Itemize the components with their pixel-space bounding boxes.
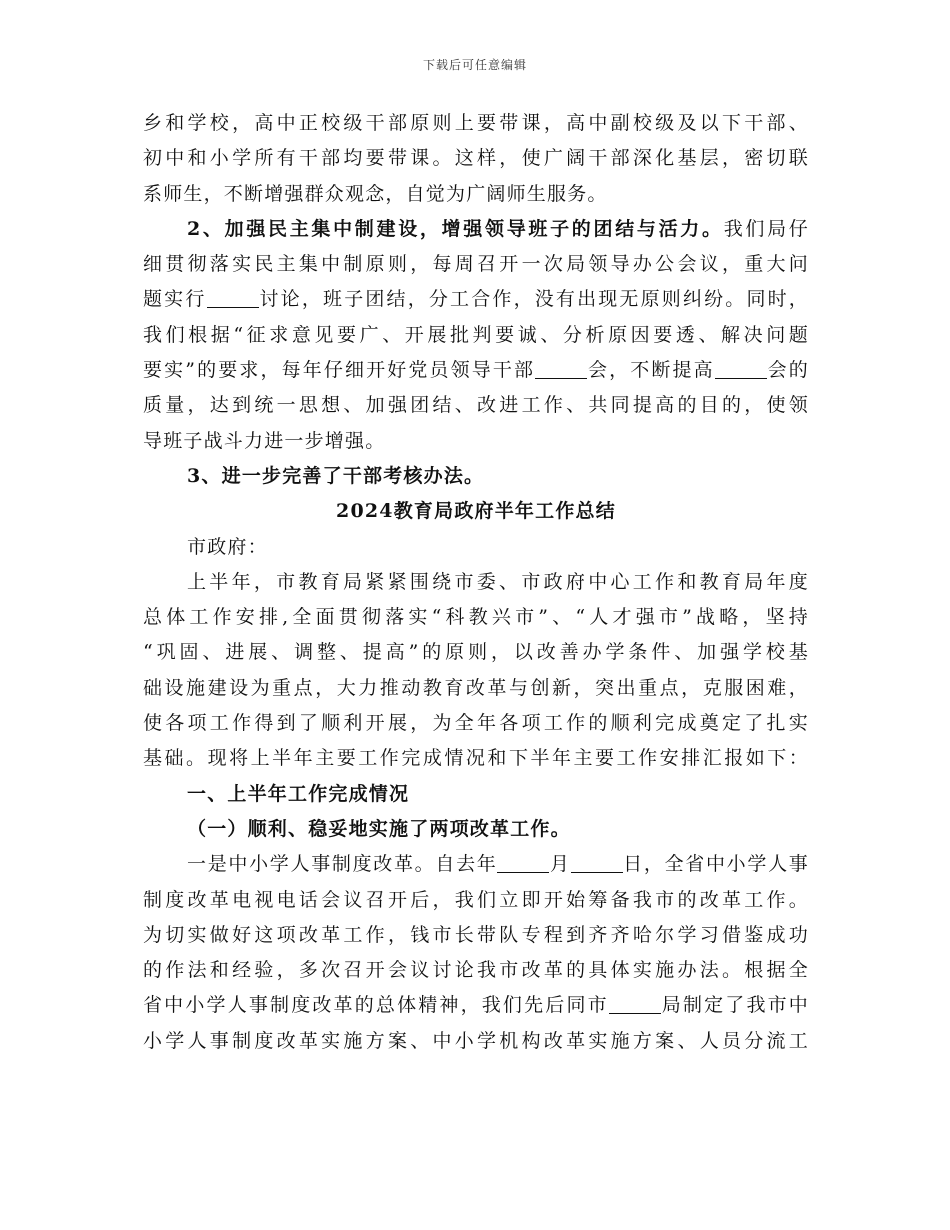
text-line: 小学人事制度改革实施方案、中小学机构改革实施方案、人员分流工 [143,1029,809,1052]
text-line [143,212,809,247]
text-line: 我们根据“征求意见要广、开展批判要诚、分析原因要透、解决问题 [143,323,809,346]
text-line: “巩固、进展、调整、提高”的原则，以改善办学条件、加强学校基 [143,641,809,664]
text-line [143,847,809,882]
text-span: 局制定了我市中 [660,994,810,1017]
text-line: 导班子战斗力进一步增强。 [143,429,386,452]
text-span: 要实”的要求，每年仔细开好党员领导干部 [143,359,536,382]
text-span: 日，全省中小学人事 [622,853,809,876]
blank-underline [715,356,767,379]
text-line: 初中和小学所有干部均要带课。这样，使广阔干部深化基层，密切联 [143,147,809,170]
text-span: 我们局仔 [723,217,809,240]
text-span: 题实行 [143,288,207,311]
text-line: 细贯彻落实民主集中制原则，每周召开一次局领导办公会议，重大问 [143,253,809,276]
section-heading: 3、进一步完善了干部考核办法。 [187,464,485,487]
blank-underline [571,850,623,873]
text-span: 讨论，班子团结，分工合作，没有出现无原则纠纷。同时， [258,288,810,311]
text-line [143,353,809,388]
text-span: 省中小学人事制度改革的总体精神，我们先后同市 [143,994,609,1017]
document-title: 2024教育局政府半年工作总结 [336,500,616,523]
text-line: 础设施建设为重点，大力推动教育改革与创新，突出重点，克服困难， [143,676,809,699]
document-body [143,106,809,1059]
salutation: 市政府： [187,535,268,558]
text-line: 质量，达到统一思想、加强团结、改进工作、共同提高的目的，使领 [143,394,809,417]
section-heading: 一、上半年工作完成情况 [187,782,410,805]
text-line [143,282,809,317]
header-note: 下载后可任意编辑 [422,58,527,72]
text-line: 制度改革电视电话会议召开后，我们立即开始筹备我市的改革工作。 [143,888,809,911]
text-line [143,988,809,1023]
blank-underline [497,850,549,873]
blank-underline [535,356,587,379]
text-line: 为切实做好这项改革工作，钱市长带队专程到齐齐哈尔学习借鉴成功 [143,923,809,946]
text-span: 月 [549,853,571,876]
text-line: 基础。现将上半年主要工作完成情况和下半年主要工作安排汇报如下： [143,747,809,770]
text-span: 会，不断提高 [587,359,715,382]
subsection-heading: （一）顺利、稳妥地实施了两项改革工作。 [187,817,571,840]
text-line: 的作法和经验，多次召开会议讨论我市改革的具体实施办法。根据全 [143,959,809,982]
text-span: 会的 [766,359,809,382]
text-line: 系师生，不断增强群众观念，自觉为广阔师生服务。 [143,182,608,205]
section-heading: 2、加强民主集中制建设，增强领导班子的团结与活力。 [187,217,724,240]
text-line: 乡和学校，高中正校级干部原则上要带课，高中副校级及以下干部、 [143,112,809,134]
blank-underline [207,285,259,308]
text-line: 总体工作安排,全面贯彻落实“科教兴市”、“人才强市”战略，坚持 [143,606,809,629]
text-line: 使各项工作得到了顺利开展，为全年各项工作的顺利完成奠定了扎实 [143,712,809,735]
text-line: 上半年，市教育局紧紧围绕市委、市政府中心工作和教育局年度 [187,570,809,593]
blank-underline [609,991,661,1014]
text-span: 一是中小学人事制度改革。自去年 [187,853,498,876]
